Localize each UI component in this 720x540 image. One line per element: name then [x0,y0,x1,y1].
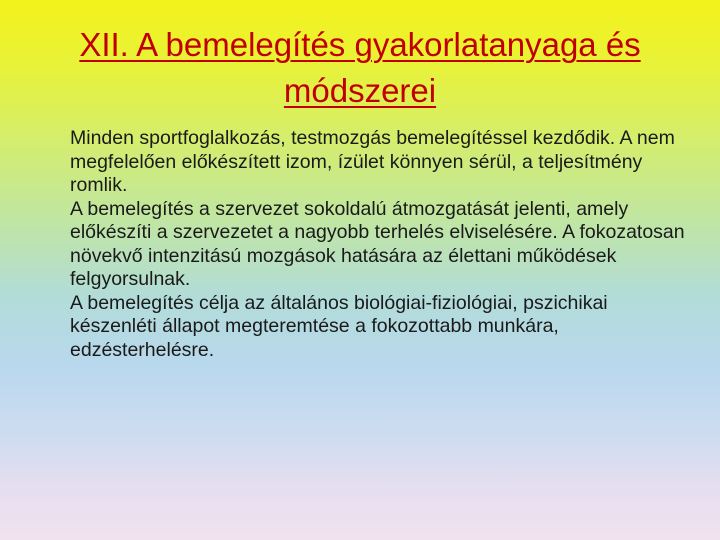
paragraph-intro: Minden sportfoglalkozás, testmozgás bemelegítéssel kezdődik. A nem megfelelően előkészített izom, ízület könnyen sérül, a teljesítmény romlik. [70,127,675,196]
paragraph-definition: A bemelegítés a szervezet sokoldalú átmozgatását jelenti, amely előkészíti a szervezetet a nagyobb terhelés elviselésére. A fokozatosan növekvő intenzitású mozgások hatására az élettani működések felgyorsulnak. [70,197,685,290]
slide-title: XII. A bemelegítés gyakorlatanyaga és módszerei [79,26,641,109]
slide-body [70,127,695,362]
paragraph-purpose: A bemelegítés célja az általános biológiai-fiziológiai, pszichikai készenléti állapot megteremtése a fokozottabb munkára, edzésterhelésre. [70,291,608,361]
